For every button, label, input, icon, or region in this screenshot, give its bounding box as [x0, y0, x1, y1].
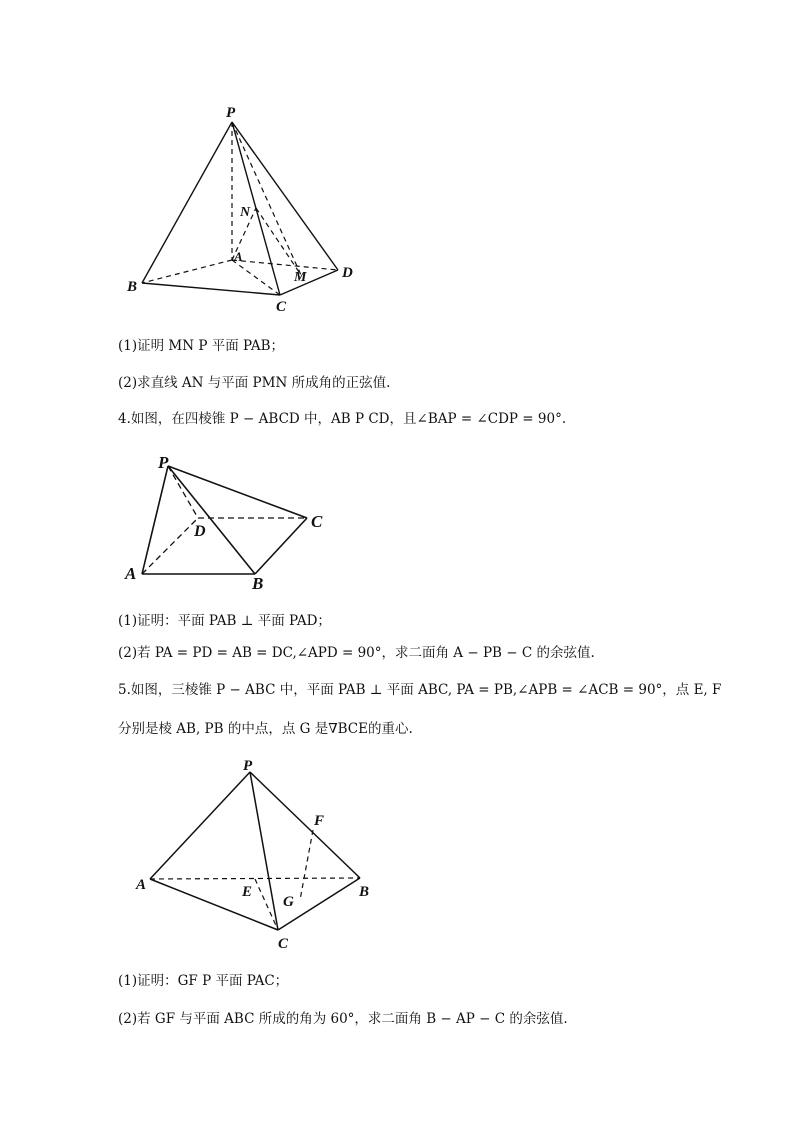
- edge-AD: [232, 260, 338, 270]
- edge-AB: [142, 260, 232, 283]
- figure-1-pyramid: [120, 95, 370, 320]
- edge-FG: [300, 830, 313, 900]
- label-D: D: [342, 265, 353, 281]
- problem4-question2: (2)若 PA = PD = AB = DC,∠APD = 90°，求二面角 A − PB − C 的余弦值.: [118, 645, 595, 661]
- edge-AC: [150, 879, 278, 930]
- problem5-stem-line1: 5.如图，三棱锥 P − ABC 中，平面 PAB ⊥ 平面 ABC, PA = PB,∠APB = ∠ACB = 90°，点 E, F: [118, 682, 722, 698]
- edge-AD: [142, 518, 198, 574]
- edge-PA: [150, 772, 250, 879]
- label-D: D: [194, 523, 206, 540]
- label-C: C: [311, 512, 323, 531]
- label-B: B: [359, 884, 370, 900]
- problem5-stem-line2: 分别是棱 AB, PB 的中点，点 G 是∇BCE的重心.: [118, 721, 413, 737]
- label-A: A: [136, 877, 147, 893]
- edge-PB: [142, 122, 232, 283]
- label-P: P: [243, 758, 253, 774]
- problem4-stem: 4.如图，在四棱锥 P − ABCD 中，AB P CD，且∠BAP = ∠CDP = 90°.: [118, 411, 567, 427]
- label-M: M: [294, 270, 307, 285]
- problem3-question2: (2)求直线 AN 与平面 PMN 所成角的正弦值.: [118, 375, 391, 391]
- label-P: P: [158, 453, 169, 472]
- label-N: N: [240, 205, 251, 220]
- label-P: P: [226, 105, 236, 121]
- edge-CD: [280, 270, 338, 295]
- label-C: C: [276, 299, 287, 315]
- figure-2-pyramid: [120, 448, 340, 593]
- edge-PD: [232, 122, 338, 270]
- label-B: B: [252, 574, 264, 593]
- label-F: F: [314, 813, 325, 829]
- label-B: B: [127, 279, 138, 295]
- edge-AB: [150, 878, 360, 879]
- edge-PD: [168, 466, 198, 518]
- label-A: A: [234, 249, 243, 264]
- problem3-question1: (1)证明 MN P 平面 PAB；: [118, 338, 285, 354]
- edge-AC: [232, 260, 280, 295]
- edge-BC: [142, 283, 280, 295]
- figure-3-pyramid: [128, 752, 378, 957]
- label-C: C: [278, 936, 289, 952]
- edge-PA: [142, 466, 168, 574]
- label-A: A: [125, 564, 137, 583]
- label-G: G: [283, 894, 294, 910]
- problem5-question1: (1)证明：GF P 平面 PAC；: [118, 973, 289, 989]
- problem4-question1: (1)证明：平面 PAB ⊥ 平面 PAD；: [118, 613, 331, 629]
- edge-BC: [255, 518, 307, 574]
- problem5-question2: (2)若 GF 与平面 ABC 所成的角为 60°，求二面角 B − AP − C 的余弦值.: [118, 1011, 568, 1027]
- label-E: E: [242, 884, 253, 900]
